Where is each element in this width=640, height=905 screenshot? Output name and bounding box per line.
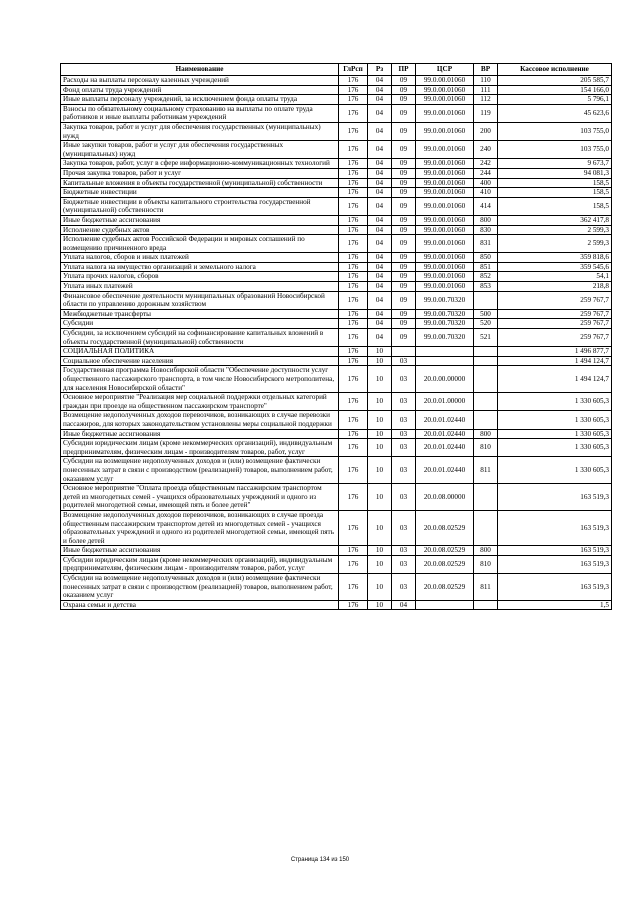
row-vr [474, 411, 498, 429]
row-glrsp: 176 [339, 393, 368, 411]
table-row [61, 141, 612, 159]
row-pr: 09 [392, 188, 416, 198]
row-csr [416, 356, 474, 366]
table-row [61, 85, 612, 95]
row-pr: 09 [392, 159, 416, 169]
table-row [61, 291, 612, 309]
row-rz: 04 [368, 291, 392, 309]
row-name: Уплата прочих налогов, сборов [61, 272, 339, 282]
row-csr: 20.0.01.02440 [416, 439, 474, 457]
header-rz: Рз [368, 64, 392, 76]
row-glrsp: 176 [339, 262, 368, 272]
row-vr: 410 [474, 188, 498, 198]
row-pr: 03 [392, 546, 416, 556]
row-pr: 09 [392, 141, 416, 159]
row-name: Субсидии юридическим лицам (кроме некоммерческих организаций), индивидуальным предпринимателям, физическим лицам - производителям товаров, работ, услуг [61, 555, 339, 573]
table-row [61, 215, 612, 225]
row-csr: 99.0.00.01060 [416, 253, 474, 263]
row-name: Капитальные вложения в объекты государственной (муниципальной) собственности [61, 178, 339, 188]
header-csr: ЦСР [416, 64, 474, 76]
table-row [61, 510, 612, 545]
row-vr: 110 [474, 76, 498, 86]
row-execution: 163 519,3 [498, 555, 612, 573]
row-name: Субсидии [61, 319, 339, 329]
row-vr: 851 [474, 262, 498, 272]
row-vr: 800 [474, 215, 498, 225]
row-rz: 04 [368, 272, 392, 282]
row-glrsp: 176 [339, 319, 368, 329]
row-rz: 10 [368, 484, 392, 511]
table-row [61, 122, 612, 140]
row-csr: 99.0.00.01060 [416, 215, 474, 225]
row-name: Исполнение судебных актов Российской Федерации и мировых соглашений по возмещению причиненного вреда [61, 235, 339, 253]
row-pr: 09 [392, 291, 416, 309]
row-csr: 99.0.00.70320 [416, 309, 474, 319]
row-execution: 158,5 [498, 188, 612, 198]
table-row [61, 188, 612, 198]
row-glrsp: 176 [339, 282, 368, 292]
row-rz: 10 [368, 457, 392, 484]
row-execution: 218,8 [498, 282, 612, 292]
row-pr: 03 [392, 457, 416, 484]
row-csr: 99.0.00.70320 [416, 319, 474, 329]
row-glrsp: 176 [339, 253, 368, 263]
row-vr: 520 [474, 319, 498, 329]
row-glrsp: 176 [339, 197, 368, 215]
row-name: Закупка товаров, работ, услуг в сфере информационно-коммуникационных технологий [61, 159, 339, 169]
table-row [61, 178, 612, 188]
row-pr: 09 [392, 272, 416, 282]
row-execution: 1 330 605,3 [498, 457, 612, 484]
row-name: Фонд оплаты труда учреждений [61, 85, 339, 95]
row-csr: 20.0.08.02529 [416, 574, 474, 601]
row-pr: 04 [392, 600, 416, 610]
row-csr [416, 347, 474, 357]
row-name: Социальное обеспечение населения [61, 356, 339, 366]
row-name: Охрана семьи и детства [61, 600, 339, 610]
row-execution: 163 519,3 [498, 546, 612, 556]
row-name: Иные бюджетные ассигнования [61, 215, 339, 225]
row-glrsp: 176 [339, 141, 368, 159]
table-row [61, 329, 612, 347]
header-pr: ПР [392, 64, 416, 76]
row-pr: 03 [392, 484, 416, 511]
row-pr: 09 [392, 282, 416, 292]
table-row [61, 411, 612, 429]
row-execution: 163 519,3 [498, 510, 612, 545]
row-rz: 04 [368, 197, 392, 215]
row-rz: 10 [368, 411, 392, 429]
row-execution: 94 081,3 [498, 168, 612, 178]
row-name: Иные бюджетные ассигнования [61, 546, 339, 556]
row-csr: 99.0.00.01060 [416, 178, 474, 188]
row-csr: 99.0.00.01060 [416, 76, 474, 86]
row-csr: 99.0.00.01060 [416, 272, 474, 282]
table-row [61, 439, 612, 457]
row-pr: 09 [392, 319, 416, 329]
row-rz: 10 [368, 356, 392, 366]
row-execution: 45 623,6 [498, 104, 612, 122]
row-execution: 359 818,6 [498, 253, 612, 263]
row-csr: 20.0.08.02529 [416, 555, 474, 573]
row-vr: 112 [474, 95, 498, 105]
row-rz: 04 [368, 262, 392, 272]
row-name: СОЦИАЛЬНАЯ ПОЛИТИКА [61, 347, 339, 357]
row-vr: 521 [474, 329, 498, 347]
row-name: Взносы по обязательному социальному страхованию на выплаты по оплате труда работников и иные выплаты работникам учреждений [61, 104, 339, 122]
row-rz: 04 [368, 309, 392, 319]
row-execution: 154 166,0 [498, 85, 612, 95]
row-rz: 10 [368, 510, 392, 545]
row-csr: 99.0.00.01060 [416, 141, 474, 159]
table-row [61, 366, 612, 393]
row-csr: 99.0.00.01060 [416, 262, 474, 272]
row-vr: 831 [474, 235, 498, 253]
row-rz: 10 [368, 429, 392, 439]
row-csr: 99.0.00.01060 [416, 225, 474, 235]
row-execution: 205 585,7 [498, 76, 612, 86]
row-execution: 2 599,3 [498, 235, 612, 253]
row-glrsp: 176 [339, 76, 368, 86]
row-pr: 03 [392, 356, 416, 366]
row-name: Расходы на выплаты персоналу казенных учреждений [61, 76, 339, 86]
row-pr: 09 [392, 262, 416, 272]
row-pr: 09 [392, 235, 416, 253]
row-rz: 04 [368, 188, 392, 198]
row-execution: 163 519,3 [498, 484, 612, 511]
row-execution: 54,1 [498, 272, 612, 282]
row-execution: 163 519,3 [498, 574, 612, 601]
row-vr [474, 366, 498, 393]
row-pr: 03 [392, 574, 416, 601]
row-execution: 103 755,0 [498, 141, 612, 159]
row-pr: 09 [392, 197, 416, 215]
row-name: Бюджетные инвестиции в объекты капитального строительства государственной (муниципальной) собственности [61, 197, 339, 215]
row-pr: 09 [392, 122, 416, 140]
row-glrsp: 176 [339, 366, 368, 393]
row-pr: 09 [392, 168, 416, 178]
row-vr: 800 [474, 429, 498, 439]
row-vr: 400 [474, 178, 498, 188]
table-row [61, 555, 612, 573]
row-execution: 1 330 605,3 [498, 429, 612, 439]
row-pr: 03 [392, 429, 416, 439]
row-name: Уплата налога на имущество организаций и земельного налога [61, 262, 339, 272]
row-execution: 259 767,7 [498, 291, 612, 309]
row-glrsp: 176 [339, 429, 368, 439]
row-rz: 04 [368, 329, 392, 347]
row-csr: 20.0.08.02529 [416, 546, 474, 556]
row-glrsp: 176 [339, 159, 368, 169]
row-pr: 03 [392, 411, 416, 429]
row-glrsp: 176 [339, 555, 368, 573]
row-execution: 9 673,7 [498, 159, 612, 169]
table-row [61, 309, 612, 319]
row-csr: 99.0.00.01060 [416, 104, 474, 122]
row-name: Иные закупки товаров, работ и услуг для обеспечения государственных (муниципальных) нужд [61, 141, 339, 159]
row-csr: 99.0.00.01060 [416, 282, 474, 292]
row-csr: 99.0.00.01060 [416, 168, 474, 178]
table-row [61, 159, 612, 169]
row-pr: 09 [392, 253, 416, 263]
row-glrsp: 176 [339, 356, 368, 366]
table-row [61, 197, 612, 215]
row-rz: 04 [368, 319, 392, 329]
row-pr: 03 [392, 439, 416, 457]
row-rz: 04 [368, 95, 392, 105]
row-rz: 10 [368, 555, 392, 573]
row-name: Возмещение недополученных доходов перевозчиков, возникающих в случае перевозки пассажиров, для которых законодательством установлены меры социальной поддержки [61, 411, 339, 429]
row-glrsp: 176 [339, 347, 368, 357]
row-execution: 1,5 [498, 600, 612, 610]
row-rz: 04 [368, 85, 392, 95]
row-execution: 1 330 605,3 [498, 411, 612, 429]
row-glrsp: 176 [339, 291, 368, 309]
row-pr: 09 [392, 178, 416, 188]
row-name: Закупка товаров, работ и услуг для обеспечения государственных (муниципальных) нужд [61, 122, 339, 140]
row-pr: 09 [392, 104, 416, 122]
row-execution: 103 755,0 [498, 122, 612, 140]
row-name: Бюджетные инвестиции [61, 188, 339, 198]
row-csr: 20.0.01.00000 [416, 393, 474, 411]
row-vr: 811 [474, 574, 498, 601]
row-name: Уплата иных платежей [61, 282, 339, 292]
row-name: Межбюджетные трансферты [61, 309, 339, 319]
table-row [61, 429, 612, 439]
row-glrsp: 176 [339, 188, 368, 198]
row-vr: 852 [474, 272, 498, 282]
row-vr: 830 [474, 225, 498, 235]
row-pr: 09 [392, 309, 416, 319]
table-row [61, 262, 612, 272]
row-glrsp: 176 [339, 225, 368, 235]
row-vr: 800 [474, 546, 498, 556]
row-glrsp: 176 [339, 178, 368, 188]
row-vr [474, 393, 498, 411]
row-csr: 99.0.00.01060 [416, 122, 474, 140]
row-csr: 99.0.00.01060 [416, 95, 474, 105]
row-csr: 99.0.00.01060 [416, 188, 474, 198]
row-pr: 09 [392, 76, 416, 86]
row-execution: 158,5 [498, 178, 612, 188]
row-glrsp: 176 [339, 235, 368, 253]
header-glrsp: ГлРсп [339, 64, 368, 76]
row-name: Прочая закупка товаров, работ и услуг [61, 168, 339, 178]
header-vr: ВР [474, 64, 498, 76]
row-csr [416, 600, 474, 610]
table-row [61, 546, 612, 556]
row-name: Государственная программа Новосибирской области "Обеспечение доступности услуг общественного пассажирского транспорта, в том числе Новосибирского метрополитена, для населения Новосибирской области" [61, 366, 339, 393]
row-vr: 810 [474, 555, 498, 573]
row-vr [474, 484, 498, 511]
row-pr: 03 [392, 555, 416, 573]
row-name: Иные выплаты персоналу учреждений, за исключением фонда оплаты труда [61, 95, 339, 105]
row-execution: 1 494 124,7 [498, 366, 612, 393]
table-row [61, 95, 612, 105]
row-csr: 20.0.01.02440 [416, 457, 474, 484]
row-vr: 853 [474, 282, 498, 292]
row-execution: 362 417,8 [498, 215, 612, 225]
row-rz: 04 [368, 122, 392, 140]
row-execution: 259 767,7 [498, 309, 612, 319]
table-row [61, 600, 612, 610]
row-csr: 20.0.08.02529 [416, 510, 474, 545]
table-row [61, 484, 612, 511]
table-row [61, 574, 612, 601]
row-rz: 04 [368, 178, 392, 188]
row-rz: 04 [368, 235, 392, 253]
row-glrsp: 176 [339, 104, 368, 122]
row-glrsp: 176 [339, 122, 368, 140]
row-vr [474, 510, 498, 545]
row-csr: 99.0.00.70320 [416, 329, 474, 347]
row-vr: 111 [474, 85, 498, 95]
row-csr: 99.0.00.01060 [416, 85, 474, 95]
row-pr: 09 [392, 225, 416, 235]
row-name: Исполнение судебных актов [61, 225, 339, 235]
row-vr [474, 347, 498, 357]
table-row [61, 225, 612, 235]
row-name: Иные бюджетные ассигнования [61, 429, 339, 439]
row-name: Уплата налогов, сборов и иных платежей [61, 253, 339, 263]
table-body [61, 76, 612, 610]
row-glrsp: 176 [339, 574, 368, 601]
row-vr [474, 600, 498, 610]
row-rz: 10 [368, 347, 392, 357]
row-vr [474, 356, 498, 366]
row-vr: 414 [474, 197, 498, 215]
row-csr: 99.0.00.01060 [416, 235, 474, 253]
page-number: Страница 134 из 150 [290, 857, 350, 863]
table-header-row [61, 64, 612, 76]
row-pr: 09 [392, 215, 416, 225]
row-vr: 811 [474, 457, 498, 484]
table-row [61, 235, 612, 253]
row-vr: 244 [474, 168, 498, 178]
row-execution: 158,5 [498, 197, 612, 215]
row-rz: 04 [368, 225, 392, 235]
row-execution: 1 330 605,3 [498, 439, 612, 457]
row-vr: 850 [474, 253, 498, 263]
row-vr: 500 [474, 309, 498, 319]
row-csr: 99.0.00.01060 [416, 197, 474, 215]
row-csr: 20.0.01.02440 [416, 429, 474, 439]
table-row [61, 282, 612, 292]
table-row [61, 272, 612, 282]
row-rz: 10 [368, 393, 392, 411]
table-row [61, 76, 612, 86]
row-csr: 99.0.00.70320 [416, 291, 474, 309]
row-pr: 03 [392, 393, 416, 411]
table-row [61, 457, 612, 484]
row-rz: 10 [368, 439, 392, 457]
row-pr: 09 [392, 329, 416, 347]
row-glrsp: 176 [339, 215, 368, 225]
row-vr [474, 291, 498, 309]
row-rz: 04 [368, 141, 392, 159]
row-execution: 259 767,7 [498, 319, 612, 329]
row-name: Основное мероприятие "Оплата проезда общественным пассажирским транспортом детей из многодетных семей - учащихся образовательных учреждений и одного из родителей многодетной семьи, имеющей пять и более детей" [61, 484, 339, 511]
row-rz: 10 [368, 574, 392, 601]
table-row [61, 356, 612, 366]
row-glrsp: 176 [339, 168, 368, 178]
row-rz: 04 [368, 76, 392, 86]
row-execution: 5 796,1 [498, 95, 612, 105]
row-execution: 1 330 605,3 [498, 393, 612, 411]
row-execution: 259 767,7 [498, 329, 612, 347]
row-glrsp: 176 [339, 95, 368, 105]
row-csr: 20.0.08.00000 [416, 484, 474, 511]
row-rz: 04 [368, 104, 392, 122]
row-vr: 119 [474, 104, 498, 122]
table-row [61, 393, 612, 411]
row-rz: 04 [368, 282, 392, 292]
row-glrsp: 176 [339, 484, 368, 511]
row-pr [392, 347, 416, 357]
header-name: Наименование [61, 64, 339, 76]
row-rz: 10 [368, 366, 392, 393]
row-glrsp: 176 [339, 510, 368, 545]
row-glrsp: 176 [339, 457, 368, 484]
row-execution: 1 494 124,7 [498, 356, 612, 366]
table-row [61, 253, 612, 263]
row-csr: 20.0.01.02440 [416, 411, 474, 429]
header-execution: Кассовое исполнение [498, 64, 612, 76]
table-row [61, 319, 612, 329]
row-csr: 20.0.00.00000 [416, 366, 474, 393]
row-glrsp: 176 [339, 600, 368, 610]
row-rz: 04 [368, 215, 392, 225]
row-glrsp: 176 [339, 329, 368, 347]
row-glrsp: 176 [339, 411, 368, 429]
budget-table [60, 63, 612, 610]
row-pr: 03 [392, 510, 416, 545]
row-glrsp: 176 [339, 439, 368, 457]
row-execution: 2 599,3 [498, 225, 612, 235]
table-row [61, 104, 612, 122]
row-pr: 09 [392, 95, 416, 105]
row-glrsp: 176 [339, 272, 368, 282]
row-pr: 03 [392, 366, 416, 393]
row-pr: 09 [392, 85, 416, 95]
table-row [61, 347, 612, 357]
row-rz: 04 [368, 159, 392, 169]
row-execution: 1 496 877,7 [498, 347, 612, 357]
row-glrsp: 176 [339, 309, 368, 319]
row-rz: 10 [368, 600, 392, 610]
row-name: Субсидии юридическим лицам (кроме некоммерческих организаций), индивидуальным предпринимателям, физическим лицам - производителям товаров, работ, услуг [61, 439, 339, 457]
row-execution: 359 545,6 [498, 262, 612, 272]
row-name: Субсидии на возмещение недополученных доходов и (или) возмещение фактически понесенных затрат в связи с производством (реализацией) товаров, выполнением работ, оказанием услуг [61, 457, 339, 484]
row-name: Возмещение недополученных доходов перевозчиков, возникающих в случае проезда общественным пассажирским транспортом детей из многодетных семей - учащихся образовательных учреждений и одного из родителей многодетной семьи, имеющей пять и более детей [61, 510, 339, 545]
row-rz: 10 [368, 546, 392, 556]
row-vr: 810 [474, 439, 498, 457]
row-glrsp: 176 [339, 546, 368, 556]
row-vr: 200 [474, 122, 498, 140]
row-name: Субсидии, за исключением субсидий на софинансирование капитальных вложений в объекты государственной (муниципальной) собственности [61, 329, 339, 347]
row-vr: 242 [474, 159, 498, 169]
row-name: Субсидии на возмещение недополученных доходов и (или) возмещение фактически понесенных затрат в связи с производством (реализацией) товаров, выполнением работ, оказанием услуг [61, 574, 339, 601]
row-glrsp: 176 [339, 85, 368, 95]
row-vr: 240 [474, 141, 498, 159]
table-row [61, 168, 612, 178]
row-csr: 99.0.00.01060 [416, 159, 474, 169]
row-name: Финансовое обеспечение деятельности муниципальных образований Новосибирской области по управлению дорожным хозяйством [61, 291, 339, 309]
row-name: Основное мероприятие "Реализация мер социальной поддержки отдельных категорий граждан при проезде на общественном пассажирском транспорте" [61, 393, 339, 411]
row-rz: 04 [368, 253, 392, 263]
row-rz: 04 [368, 168, 392, 178]
